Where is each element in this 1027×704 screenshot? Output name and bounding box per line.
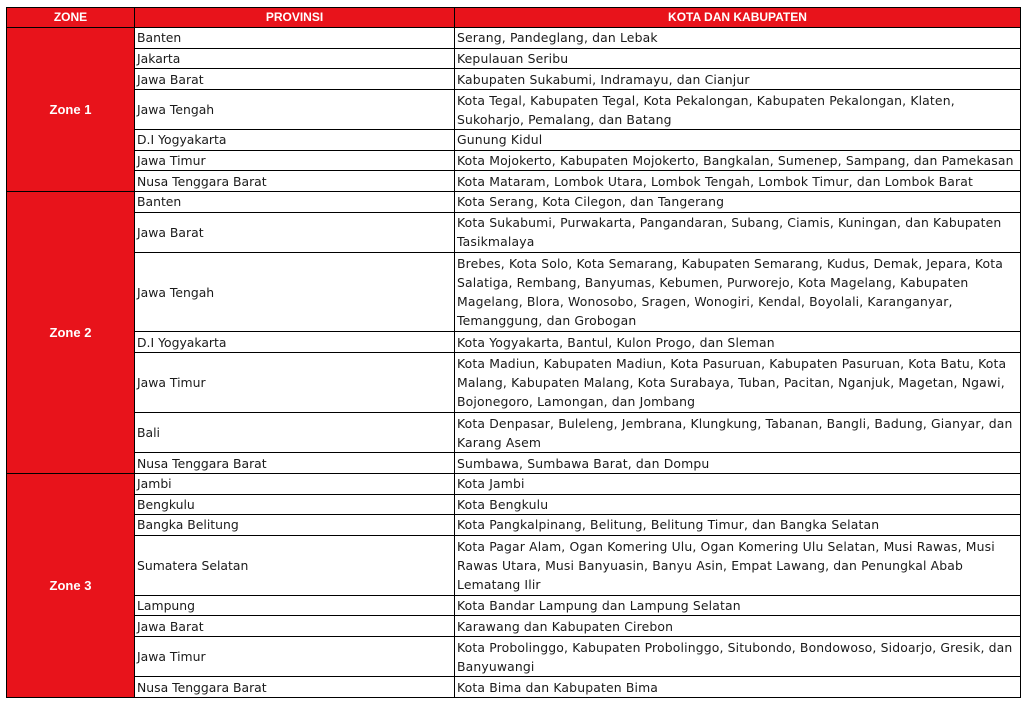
kota-cell: Kota Pangkalpinang, Belitung, Belitung Timur, dan Bangka Selatan	[455, 515, 1021, 536]
kota-cell: Kota Mataram, Lombok Utara, Lombok Tengah, Lombok Timur, dan Lombok Barat	[455, 171, 1021, 192]
table-row	[7, 150, 1021, 171]
kota-cell: Kota Serang, Kota Cilegon, dan Tangerang	[455, 192, 1021, 213]
zone-label: Zone 3	[7, 473, 135, 697]
provinsi-cell: Nusa Tenggara Barat	[135, 171, 455, 192]
table-row	[7, 677, 1021, 698]
table-row	[7, 515, 1021, 536]
table-row	[7, 412, 1021, 452]
table-row	[7, 595, 1021, 616]
kota-cell: Kota Pagar Alam, Ogan Komering Ulu, Ogan Komering Ulu Selatan, Musi Rawas, Musi Rawas Utara, Musi Banyuasin, Banyu Asin, Empat Lawang, dan Penungkal Abab Lematang Ilir	[455, 535, 1021, 595]
table-row	[7, 69, 1021, 90]
kota-cell: Kepulauan Seribu	[455, 48, 1021, 69]
table-row	[7, 453, 1021, 474]
header-kota: KOTA DAN KABUPATEN	[455, 8, 1021, 28]
table-row	[7, 171, 1021, 192]
provinsi-cell: Nusa Tenggara Barat	[135, 677, 455, 698]
zone-label: Zone 2	[7, 192, 135, 474]
kota-cell: Sumbawa, Sumbawa Barat, dan Dompu	[455, 453, 1021, 474]
provinsi-cell: Jawa Tengah	[135, 89, 455, 129]
provinsi-cell: Jakarta	[135, 48, 455, 69]
kota-cell: Kabupaten Sukabumi, Indramayu, dan Cianjur	[455, 69, 1021, 90]
kota-cell: Gunung Kidul	[455, 130, 1021, 151]
table-row	[7, 48, 1021, 69]
provinsi-cell: Jambi	[135, 473, 455, 494]
kota-cell: Kota Mojokerto, Kabupaten Mojokerto, Bangkalan, Sumenep, Sampang, dan Pamekasan	[455, 150, 1021, 171]
provinsi-cell: Bengkulu	[135, 494, 455, 515]
table-row	[7, 252, 1021, 331]
provinsi-cell: Sumatera Selatan	[135, 535, 455, 595]
provinsi-cell: Bangka Belitung	[135, 515, 455, 536]
kota-cell: Karawang dan Kabupaten Cirebon	[455, 616, 1021, 637]
provinsi-cell: Jawa Timur	[135, 150, 455, 171]
provinsi-cell: Jawa Timur	[135, 353, 455, 413]
zone-table	[6, 7, 1021, 698]
table-row	[7, 535, 1021, 595]
provinsi-cell: Jawa Barat	[135, 69, 455, 90]
table-row	[7, 636, 1021, 676]
kota-cell: Serang, Pandeglang, dan Lebak	[455, 28, 1021, 49]
header-zone: ZONE	[7, 8, 135, 28]
table-row	[7, 130, 1021, 151]
table-row	[7, 353, 1021, 413]
table-row	[7, 494, 1021, 515]
table-row	[7, 616, 1021, 637]
provinsi-cell: Jawa Barat	[135, 212, 455, 252]
provinsi-cell: Banten	[135, 28, 455, 49]
table-row	[7, 332, 1021, 353]
kota-cell: Kota Madiun, Kabupaten Madiun, Kota Pasuruan, Kabupaten Pasuruan, Kota Batu, Kota Malang, Kabupaten Malang, Kota Surabaya, Tuban, Pacitan, Nganjuk, Magetan, Ngawi, Bojonegoro, Lamongan, dan Jombang	[455, 353, 1021, 413]
kota-cell: Kota Sukabumi, Purwakarta, Pangandaran, Subang, Ciamis, Kuningan, dan Kabupaten Tasikmalaya	[455, 212, 1021, 252]
table-row	[7, 473, 1021, 494]
provinsi-cell: Nusa Tenggara Barat	[135, 453, 455, 474]
provinsi-cell: Jawa Barat	[135, 616, 455, 637]
header-provinsi: PROVINSI	[135, 8, 455, 28]
kota-cell: Kota Yogyakarta, Bantul, Kulon Progo, dan Sleman	[455, 332, 1021, 353]
kota-cell: Kota Denpasar, Buleleng, Jembrana, Klungkung, Tabanan, Bangli, Badung, Gianyar, dan Karang Asem	[455, 412, 1021, 452]
table-row	[7, 192, 1021, 213]
provinsi-cell: D.I Yogyakarta	[135, 332, 455, 353]
provinsi-cell: Jawa Timur	[135, 636, 455, 676]
kota-cell: Kota Bengkulu	[455, 494, 1021, 515]
kota-cell: Brebes, Kota Solo, Kota Semarang, Kabupaten Semarang, Kudus, Demak, Jepara, Kota Salatiga, Rembang, Banyumas, Kebumen, Purworejo, Kota Magelang, Kabupaten Magelang, Blora, Wonosobo, Sragen, Wonogiri, Kendal, Boyolali, Karanganyar, Temanggung, dan Grobogan	[455, 252, 1021, 331]
table-row	[7, 212, 1021, 252]
header-row	[7, 8, 1021, 28]
table-row	[7, 89, 1021, 129]
provinsi-cell: Banten	[135, 192, 455, 213]
provinsi-cell: Lampung	[135, 595, 455, 616]
provinsi-cell: Bali	[135, 412, 455, 452]
table-row	[7, 28, 1021, 49]
table-body	[7, 28, 1021, 698]
kota-cell: Kota Bima dan Kabupaten Bima	[455, 677, 1021, 698]
provinsi-cell: Jawa Tengah	[135, 252, 455, 331]
kota-cell: Kota Jambi	[455, 473, 1021, 494]
kota-cell: Kota Probolinggo, Kabupaten Probolinggo, Situbondo, Bondowoso, Sidoarjo, Gresik, dan Banyuwangi	[455, 636, 1021, 676]
kota-cell: Kota Tegal, Kabupaten Tegal, Kota Pekalongan, Kabupaten Pekalongan, Klaten, Sukoharjo, Pemalang, dan Batang	[455, 89, 1021, 129]
provinsi-cell: D.I Yogyakarta	[135, 130, 455, 151]
kota-cell: Kota Bandar Lampung dan Lampung Selatan	[455, 595, 1021, 616]
zone-label: Zone 1	[7, 28, 135, 192]
